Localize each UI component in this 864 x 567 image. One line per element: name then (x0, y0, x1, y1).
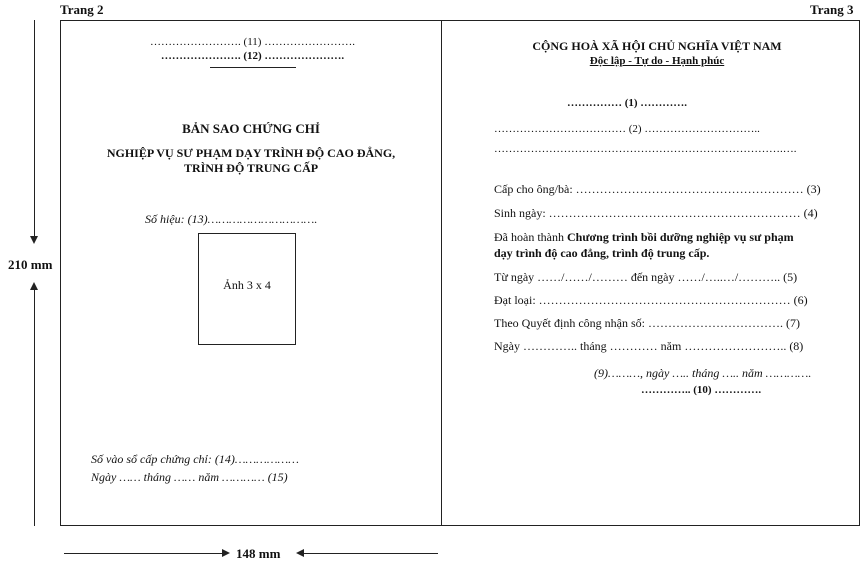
date-range: Từ ngày ……/……/……… đến ngày ……/…..…/……….. (5) (494, 270, 798, 284)
photo-placeholder (198, 233, 296, 345)
width-dimension-line-left (64, 553, 224, 554)
program-name: Chương trình bồi dưỡng nghiệp vụ sư phạm (566, 230, 794, 244)
width-label: 148 mm (236, 546, 281, 561)
photo-label: Ảnh 3 x 4 (223, 278, 271, 292)
line-11: ……………………. (11) ……………………. (150, 36, 355, 48)
line-12: …………………. (12) …………………. (160, 50, 345, 62)
height-dimension-line-top (34, 20, 35, 236)
grade: Đạt loại: ……………………………………………………… (6) (494, 293, 808, 307)
national-header: CỘNG HOÀ XÃ HỘI CHỦ NGHĨA VIỆT NAM (532, 39, 782, 53)
line-1: …………… (1) …………. (566, 97, 688, 109)
width-dimension-line-right (304, 553, 438, 554)
separator-line (210, 67, 296, 68)
certificate-subtitle-2: TRÌNH ĐỘ TRUNG CẤP (183, 161, 319, 175)
birth-date: Sinh ngày: ……………………………………………………… (4) (494, 206, 818, 220)
line-10: ………….. (10) …………. (641, 384, 762, 396)
decision-number: Theo Quyết định công nhận số: ……………………………. (7) (494, 316, 800, 330)
page-3-label: Trang 3 (810, 2, 854, 17)
height-dimension-line-bottom (34, 290, 35, 526)
completion-line-2: dạy trình độ cao đẳng, trình độ trung cấp. (494, 246, 710, 260)
arrow-right-icon (222, 549, 230, 557)
completion-prefix: Đã hoàn thành (494, 230, 567, 244)
arrow-left-icon (296, 549, 304, 557)
signing-place-date: (9)………, ngày ….. tháng ….. năm …………. (594, 366, 812, 380)
line-2-continued: …………………………………………………………………….…. (494, 143, 797, 155)
height-label: 210 mm (8, 257, 53, 272)
decision-date: Ngày ………….. tháng ………… năm …………………….. (8) (494, 339, 804, 353)
certificate-title: BẢN SAO CHỨNG CHỈ (182, 121, 320, 136)
issue-date-15: Ngày …… tháng …… năm ………… (15) (91, 470, 288, 484)
page-2-label: Trang 2 (60, 2, 104, 17)
registry-number: Số vào sổ cấp chứng chỉ: (14)……………… (91, 452, 299, 466)
certificate-subtitle-1: NGHIỆP VỤ SƯ PHẠM DẠY TRÌNH ĐỘ CAO ĐẲNG, (106, 146, 396, 160)
completion-line-1 (494, 230, 794, 245)
national-motto: Độc lập - Tự do - Hạnh phúc (589, 55, 725, 67)
recipient-name: Cấp cho ông/bà: ………………………………………………… (3) (494, 182, 821, 196)
arrow-down-icon (30, 236, 38, 244)
arrow-up-icon (30, 282, 38, 290)
line-2: ……………………………… (2) ………………………….. (494, 123, 760, 135)
serial-number: Số hiệu: (13)…………………………. (145, 212, 318, 226)
page-divider (441, 20, 442, 526)
